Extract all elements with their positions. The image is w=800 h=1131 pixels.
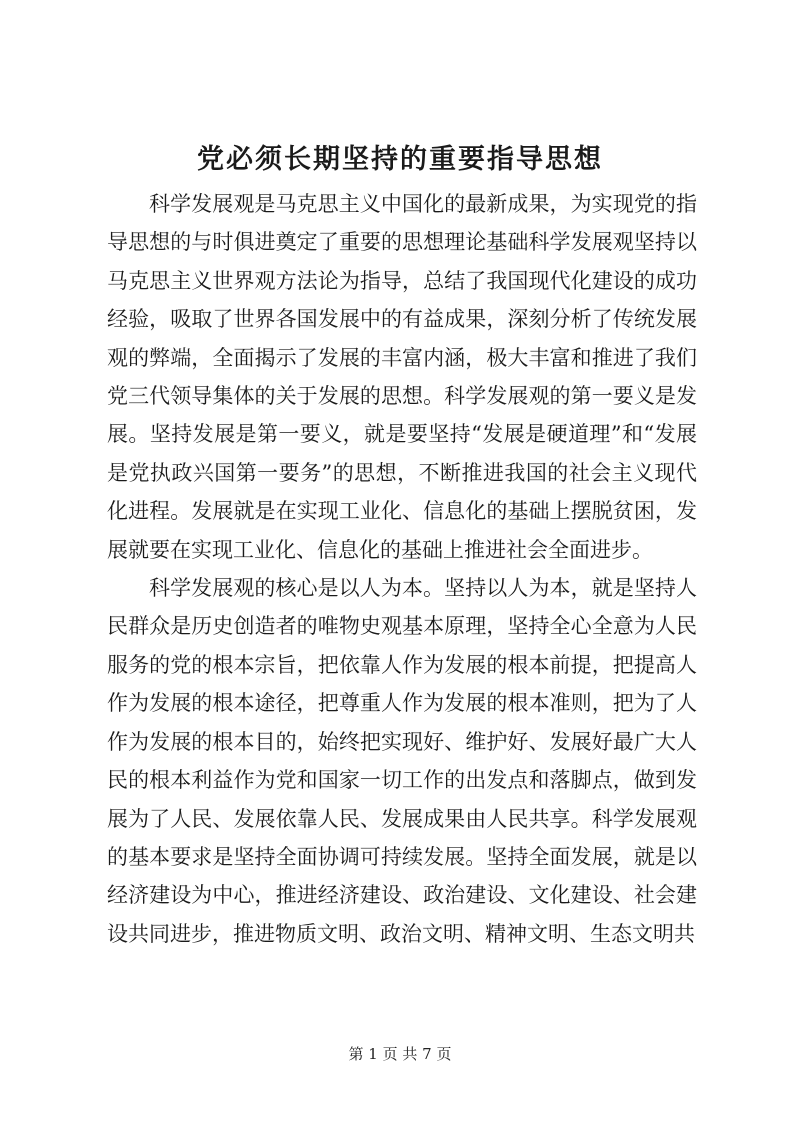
paragraph-2: 科学发展观的核心是以人为本。坚持以人为本，就是坚持人民群众是历史创造者的唯物史观基本原理，坚持全心全意为人民服务的党的根本宗旨，把依靠人作为发展的根本前提，把提高人作为发展的根本途径，把尊重人作为发展的根本准则，把为了人作为发展的根本目的，始终把实现好、维护好、发展好最广大人民的根本利益作为党和国家一切工作的出发点和落脚点，做到发展为了人民、发展依靠人民、发展成果由人民共享。科学发展观的基本要求是坚持全面协调可持续发展。坚持全面发展，就是以经济建设为中心，推进经济建设、政治建设、文化建设、社会建设共同进步，推进物质文明、政治文明、精神文明、生态文明共 — [107, 576, 697, 946]
document-body — [107, 185, 697, 953]
document-title: 党必须长期坚持的重要指导思想 — [197, 144, 603, 175]
paragraph-1: 科学发展观是马克思主义中国化的最新成果，为实现党的指导思想的与时俱进奠定了重要的思想理论基础科学发展观坚持以马克思主义世界观方法论为指导，总结了我国现代化建设的成功经验，吸取了世界各国发展中的有益成果，深刻分析了传统发展观的弊端，全面揭示了发展的丰富内涵，极大丰富和推进了我们党三代领导集体的关于发展的思想。科学发展观的第一要义是发展。坚持发展是第一要义，就是要坚持“发展是硬道理”和“发展是党执政兴国第一要务”的思想，不断推进我国的社会主义现代化进程。发展就是在实现工业化、信息化的基础上摆脱贫困，发展就要在实现工业化、信息化的基础上推进社会全面进步。 — [107, 192, 697, 562]
page-number-footer: 第 1 页 共 7 页 — [348, 1045, 452, 1063]
